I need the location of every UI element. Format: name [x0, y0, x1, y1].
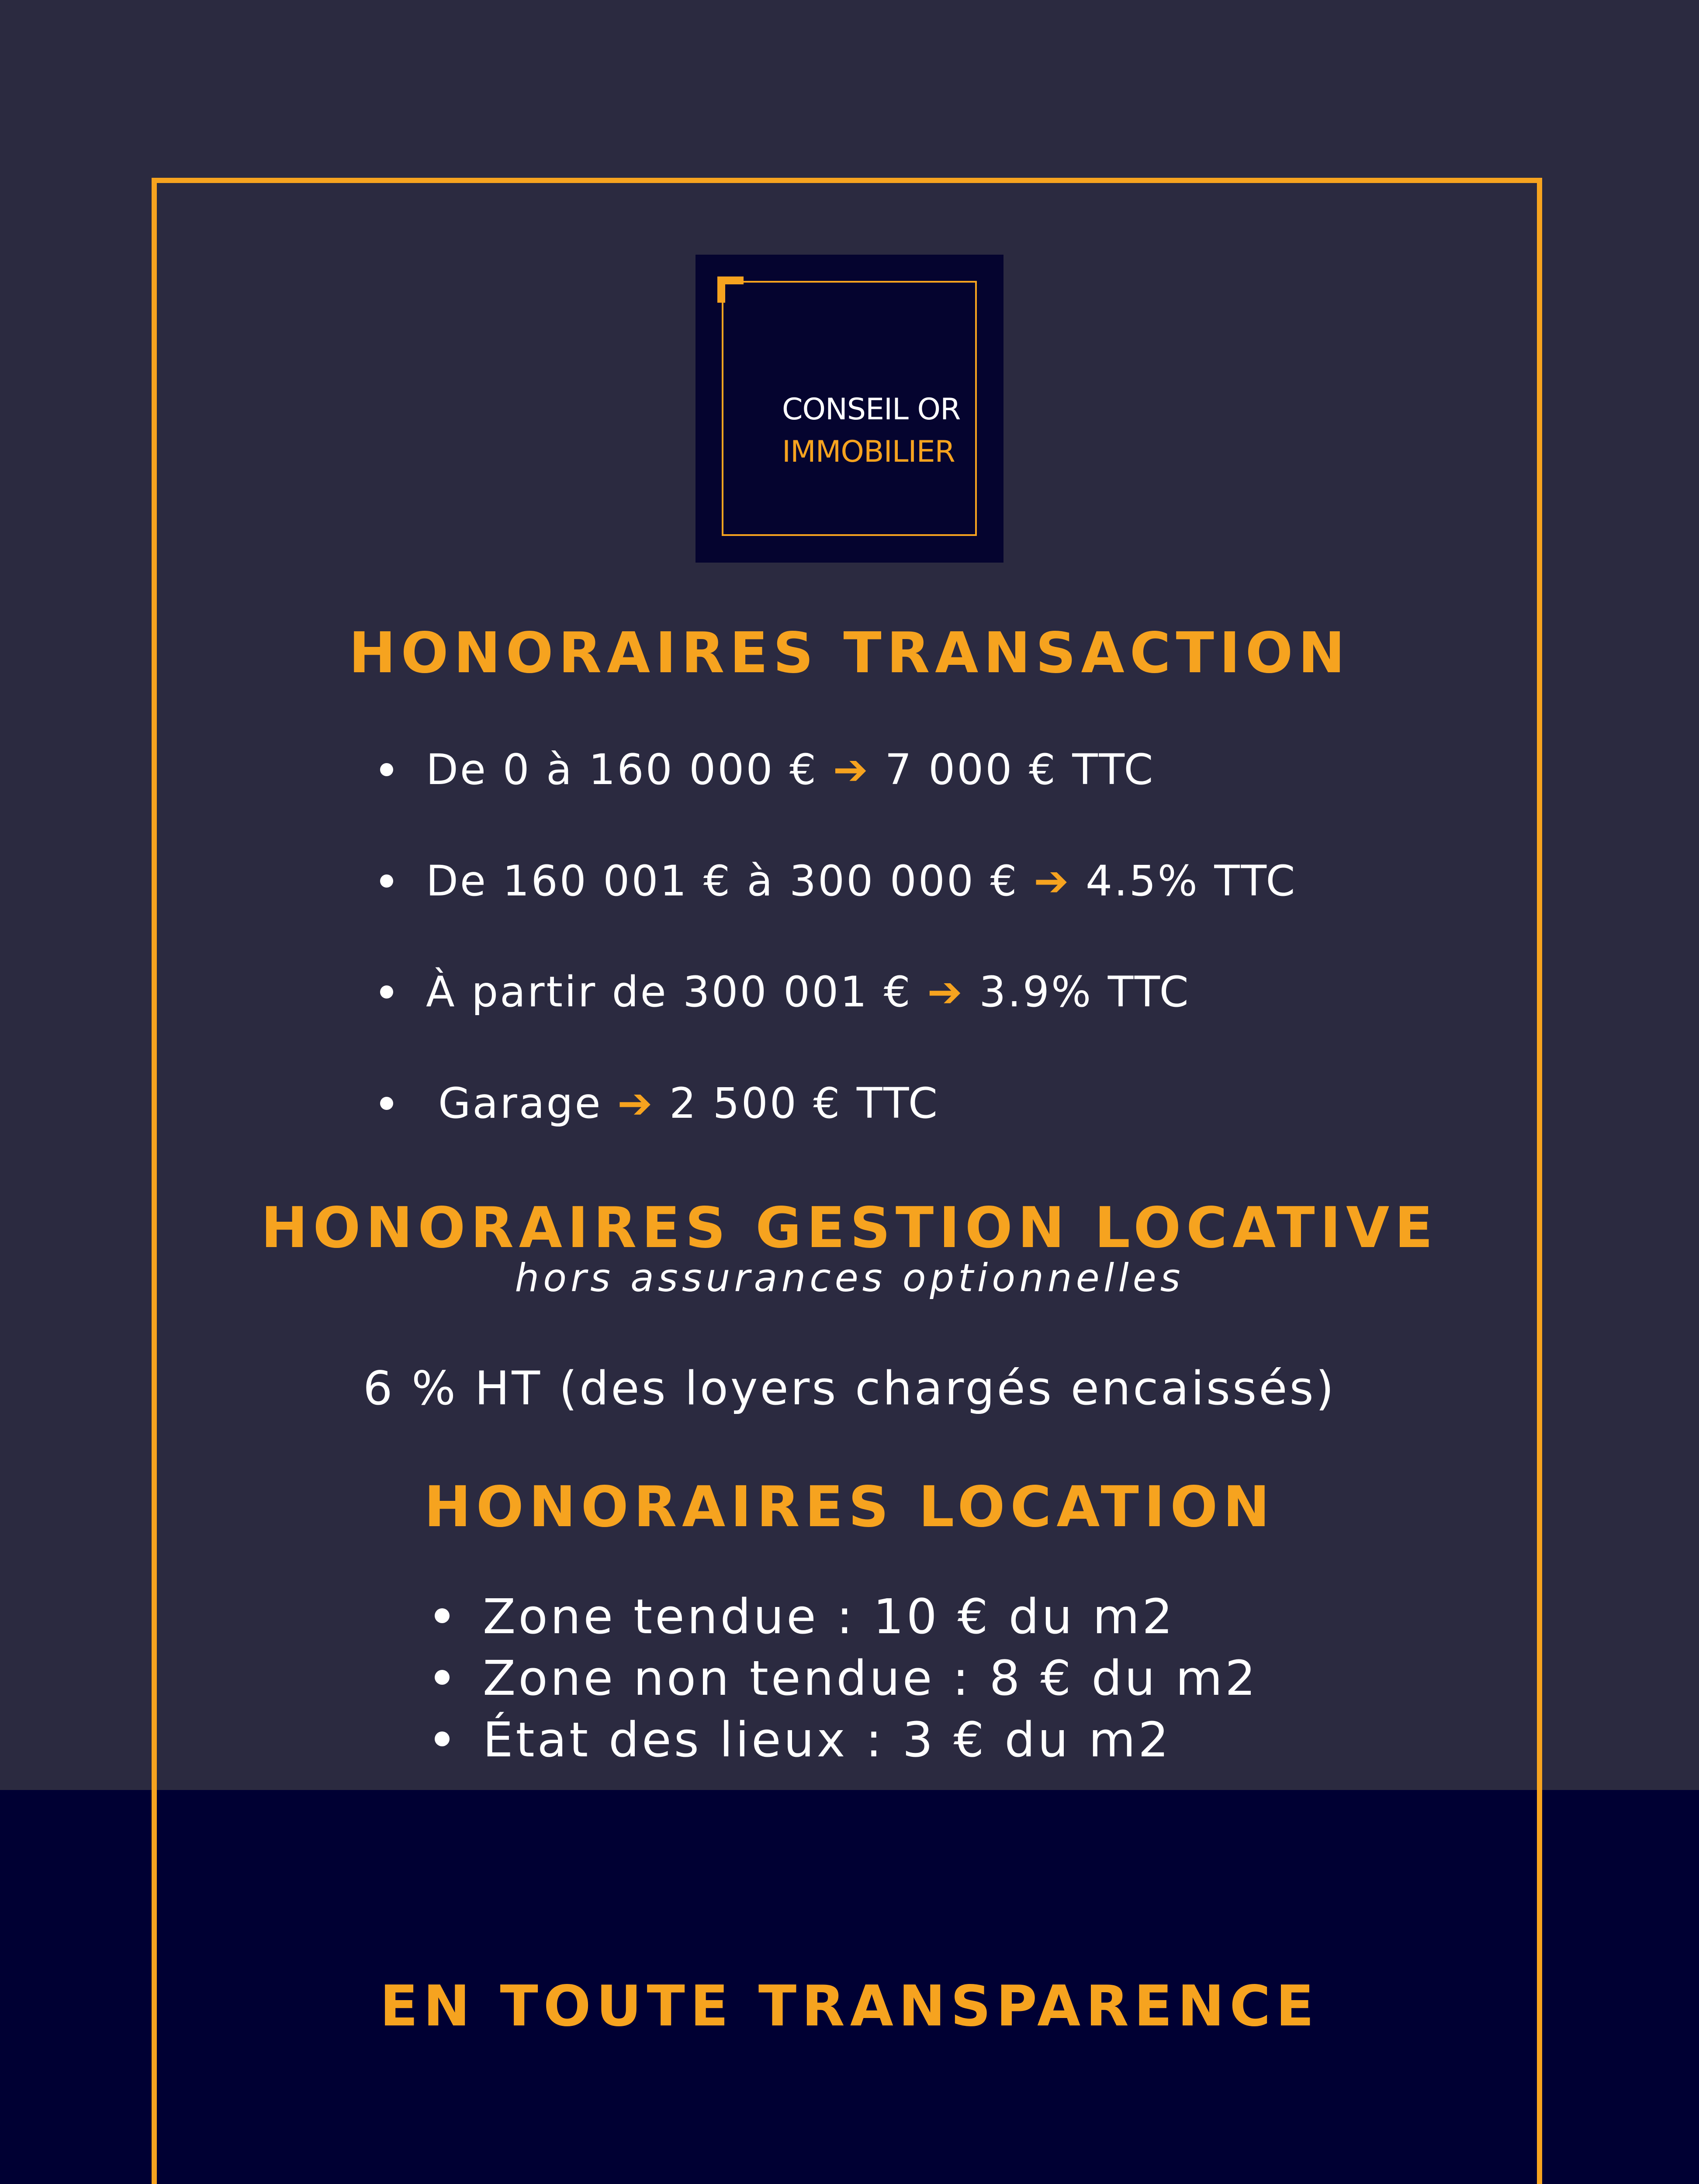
- bullet-icon: [435, 1608, 450, 1623]
- tagline: EN TOUTE TRANSPARENCE: [380, 1974, 1319, 2039]
- arrow-icon: ➔: [1034, 857, 1071, 905]
- logo: [696, 255, 1003, 563]
- transaction-fee: 4.5% TTC: [1085, 857, 1297, 905]
- bullet-icon: [435, 1670, 450, 1685]
- location-item: Zone tendue : 10 € du m2: [483, 1589, 1176, 1645]
- location-item: Zone non tendue : 8 € du m2: [483, 1650, 1258, 1706]
- transaction-range: De 160 001 € à 300 000 €: [426, 857, 1019, 905]
- location-item: État des lieux : 3 € du m2: [483, 1712, 1172, 1768]
- transaction-item: [426, 745, 1155, 794]
- transaction-item: [426, 968, 1190, 1016]
- gestion-subtitle: hors assurances optionnelles: [515, 1255, 1184, 1300]
- arrow-icon: ➔: [617, 1079, 654, 1128]
- logo-line-immobilier: IMMOBILIER: [782, 435, 955, 469]
- transaction-heading: HONORAIRES TRANSACTION: [349, 621, 1350, 686]
- bullet-icon: [380, 1097, 393, 1110]
- logo-line-conseil-or: CONSEIL OR: [782, 392, 961, 427]
- gestion-heading: HONORAIRES GESTION LOCATIVE: [261, 1196, 1438, 1261]
- arrow-icon: ➔: [833, 745, 870, 794]
- bullet-icon: [380, 874, 393, 888]
- transaction-fee: 3.9% TTC: [979, 968, 1190, 1016]
- bullet-icon: [380, 763, 393, 776]
- transaction-range: De 0 à 160 000 €: [426, 745, 818, 794]
- location-heading: HONORAIRES LOCATION: [424, 1475, 1275, 1540]
- transaction-item: [426, 857, 1297, 905]
- bullet-icon: [435, 1731, 450, 1746]
- transaction-fee: 2 500 € TTC: [669, 1079, 939, 1128]
- transaction-item: [438, 1079, 939, 1128]
- gestion-fee: 6 % HT (des loyers chargés encaissés): [363, 1362, 1336, 1415]
- transaction-range: Garage: [438, 1079, 602, 1128]
- arrow-icon: ➔: [927, 968, 964, 1016]
- bullet-icon: [380, 985, 393, 999]
- transaction-fee: 7 000 € TTC: [885, 745, 1155, 794]
- transaction-range: À partir de 300 001 €: [426, 968, 912, 1016]
- logo-corner-mark: [717, 276, 744, 303]
